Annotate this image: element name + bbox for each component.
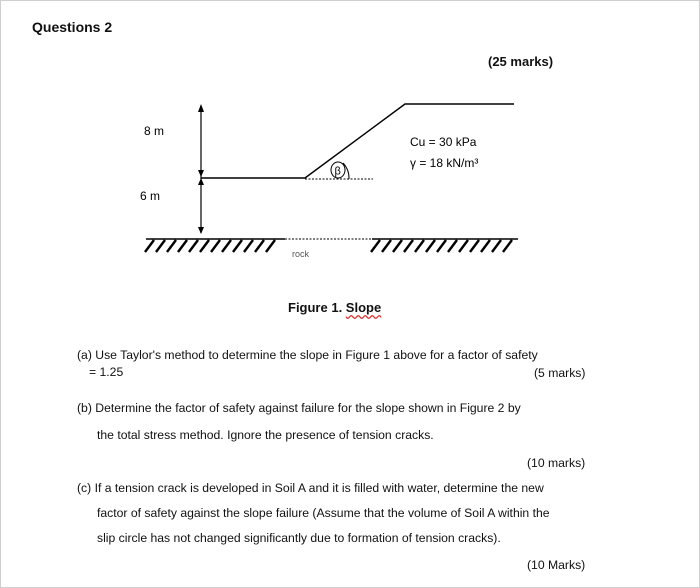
unit-weight-label: γ = 18 kN/m³ <box>410 156 479 170</box>
part-c-line3: slip circle has not changed significantly due to formation of tension cracks). <box>97 531 501 545</box>
part-c-marks: (10 Marks) <box>527 558 586 572</box>
caption-prefix: Figure 1. <box>288 300 346 315</box>
caption-word: Slope <box>345 300 382 315</box>
part-b-line2: the total stress method. Ignore the presence of tension cracks. <box>97 428 434 442</box>
height-label-8m: 8 m <box>144 124 165 138</box>
height-label-6m: 6 m <box>140 189 161 203</box>
part-c-line2: factor of safety against the slope failure (Assume that the volume of Soil A within the <box>97 506 550 520</box>
cu-label: Cu = 30 kPa <box>410 135 477 149</box>
rock-label: rock <box>292 249 310 259</box>
total-marks: (25 marks) <box>488 54 554 69</box>
question-title: Questions 2 <box>32 19 113 35</box>
dimension-arrow-top <box>198 104 204 112</box>
rock-hatching-left <box>145 240 275 252</box>
part-a-line2: = 1.25 <box>89 365 124 379</box>
dimension-arrow-bottom <box>198 227 204 234</box>
part-a-marks: (5 marks) <box>534 366 586 380</box>
part-b-marks: (10 marks) <box>527 456 586 470</box>
dimension-arrow-mid-up <box>198 178 204 185</box>
dimension-arrow-mid-down <box>198 170 204 177</box>
rock-hatching-right <box>371 240 512 252</box>
part-a-line1: (a) Use Taylor's method to determine the slope in Figure 1 above for a factor of safety <box>77 348 538 362</box>
part-c-line1: (c) If a tension crack is developed in Soil A and it is filled with water, determine the new <box>77 481 544 495</box>
angle-label: β <box>334 165 341 178</box>
part-b-line1: (b) Determine the factor of safety against failure for the slope shown in Figure 2 by <box>77 401 521 415</box>
figure-caption <box>288 300 381 315</box>
